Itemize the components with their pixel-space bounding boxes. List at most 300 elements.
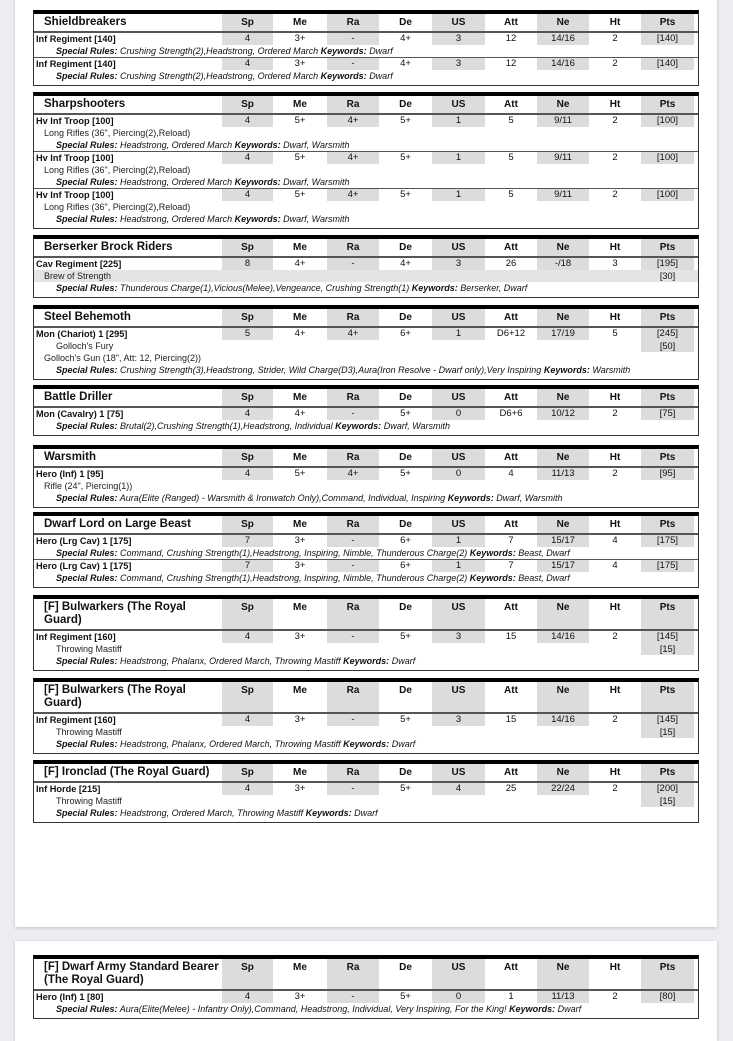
- keywords-text: Dwarf, Warsmith: [383, 421, 451, 431]
- special-rules-label: Special Rules:: [56, 739, 118, 749]
- unit-title: [F] Bulwarkers (The Royal Guard): [44, 601, 186, 626]
- special-rules-label: Special Rules:: [56, 573, 118, 583]
- column-header-att: Att: [504, 242, 518, 253]
- special-rules-text: Crushing Strength(3),Headstrong, Strider, Wild Charge(D3),Aura(Iron Resolve - Dwarf only),Very Inspiring: [120, 365, 542, 375]
- special-rules-label: Special Rules:: [56, 283, 118, 293]
- upgrade-row: [34, 352, 698, 364]
- column-header-ne: Ne: [537, 239, 589, 256]
- column-header-ne: Ne: [537, 516, 589, 533]
- column-header-ra: Ra: [327, 516, 379, 533]
- column-header-att: Att: [504, 452, 518, 463]
- unit-block: [33, 760, 699, 823]
- stat-me: 3+: [294, 535, 306, 546]
- stat-pts: [140]: [641, 58, 694, 70]
- column-header-us: US: [432, 764, 485, 781]
- stat-me: 3+: [294, 58, 306, 69]
- special-rules-text: Aura(Elite(Melee) - Infantry Only),Command, Headstrong, Individual, Very Inspiring, For the King!: [119, 1004, 507, 1014]
- keywords-text: Warsmith: [592, 365, 631, 375]
- stat-pts: [195]: [641, 258, 694, 270]
- column-header-de: De: [399, 685, 412, 696]
- stat-ht: 2: [612, 189, 618, 200]
- stat-pts: [95]: [641, 468, 694, 480]
- upgrade-row: [34, 164, 698, 176]
- column-header-de: De: [399, 99, 412, 110]
- stat-ra: -: [327, 258, 379, 270]
- column-header-ht: Ht: [609, 685, 621, 696]
- stat-ne: 10/12: [537, 408, 589, 420]
- unit-type: Inf Regiment [160]: [36, 632, 116, 642]
- column-header-sp: Sp: [222, 96, 273, 113]
- column-header-ht: Ht: [609, 392, 621, 403]
- column-header-ht: Ht: [609, 99, 621, 110]
- stat-de: 4+: [400, 258, 411, 269]
- unit-title: Dwarf Lord on Large Beast: [44, 518, 191, 530]
- upgrade-row: [34, 480, 698, 492]
- unit-row: [34, 631, 698, 643]
- column-header-us: US: [432, 682, 485, 712]
- stat-ne: 9/11: [537, 189, 589, 201]
- stat-pts: [145]: [641, 631, 694, 643]
- column-header-sp: Sp: [222, 389, 273, 406]
- stat-me: 5+: [294, 152, 306, 163]
- column-header-us: US: [432, 239, 485, 256]
- upgrade-row: [34, 726, 698, 738]
- stat-me: 3+: [294, 783, 306, 794]
- column-header-ra: Ra: [327, 239, 379, 256]
- keywords-label: Keywords:: [320, 46, 367, 56]
- column-header-sp: Sp: [222, 764, 273, 781]
- stat-de: 5+: [400, 783, 411, 794]
- stat-us: 3: [432, 33, 485, 45]
- column-header-pts: Pts: [641, 309, 694, 326]
- keywords-text: Dwarf, Warsmith: [283, 214, 350, 224]
- column-header-ht: Ht: [609, 452, 621, 463]
- upgrade-name: Long Rifles (36", Piercing(2),Reload): [44, 202, 191, 212]
- unit-type: Mon (Chariot) 1 [295]: [36, 329, 128, 339]
- unit-header: [34, 309, 698, 328]
- stat-sp: 4: [222, 783, 273, 795]
- special-rules-line: [34, 364, 698, 376]
- stat-de: 6+: [400, 535, 411, 546]
- special-rules-label: Special Rules:: [56, 493, 118, 503]
- special-rules-label: Special Rules:: [56, 365, 118, 375]
- column-header-ht: Ht: [609, 767, 621, 778]
- stat-ne: 15/17: [537, 535, 589, 547]
- column-header-ne: Ne: [537, 764, 589, 781]
- column-header-ht: Ht: [609, 312, 621, 323]
- special-rules-line: [34, 45, 698, 57]
- stat-att: 1: [508, 991, 514, 1002]
- stat-me: 3+: [294, 991, 306, 1002]
- upgrade-name: Golloch's Gun (18", Att: 12, Piercing(2)): [44, 353, 201, 363]
- keywords-label: Keywords:: [411, 283, 458, 293]
- stat-att: D6+12: [496, 328, 526, 339]
- unit-block: [33, 305, 699, 380]
- column-header-ne: Ne: [537, 389, 589, 406]
- column-header-ra: Ra: [327, 682, 379, 712]
- stat-pts: [175]: [641, 535, 694, 547]
- keywords-label: Keywords:: [447, 493, 494, 503]
- unit-row: [34, 115, 698, 127]
- column-header-ra: Ra: [327, 309, 379, 326]
- upgrade-name: Throwing Mastiff: [56, 727, 122, 737]
- stat-ne: 9/11: [537, 152, 589, 164]
- special-rules-label: Special Rules:: [56, 177, 118, 187]
- column-header-ne: Ne: [537, 449, 589, 466]
- special-rules-line: [34, 176, 698, 188]
- column-header-att: Att: [504, 962, 518, 973]
- column-header-ne: Ne: [537, 599, 589, 629]
- stat-sp: 7: [222, 535, 273, 547]
- stat-de: 5+: [400, 991, 411, 1002]
- column-header-ht: Ht: [609, 602, 621, 613]
- column-header-me: Me: [293, 519, 307, 530]
- column-header-att: Att: [504, 685, 518, 696]
- stat-sp: 4: [222, 408, 273, 420]
- upgrade-points: [30]: [659, 271, 676, 281]
- unit-title: Berserker Brock Riders: [44, 241, 173, 253]
- column-header-us: US: [432, 389, 485, 406]
- unit-block: [33, 235, 699, 298]
- upgrade-name: Rifle (24", Piercing(1)): [44, 481, 133, 491]
- stat-ht: 4: [612, 560, 618, 571]
- column-header-ne: Ne: [537, 682, 589, 712]
- unit-header: [34, 959, 698, 991]
- column-header-me: Me: [293, 392, 307, 403]
- unit-row: [34, 468, 698, 480]
- special-rules-text: Crushing Strength(2),Headstrong, Ordered March: [120, 71, 319, 81]
- keywords-label: Keywords:: [305, 808, 352, 818]
- stat-me: 3+: [294, 33, 306, 44]
- stat-ht: 2: [612, 115, 618, 126]
- stat-ne: 14/16: [537, 33, 589, 45]
- unit-title: Sharpshooters: [44, 98, 126, 110]
- stat-pts: [100]: [641, 189, 694, 201]
- keywords-label: Keywords:: [234, 140, 281, 150]
- stat-ne: 17/19: [537, 328, 589, 340]
- keywords-text: Berserker, Dwarf: [460, 283, 528, 293]
- stat-de: 5+: [400, 189, 411, 200]
- stat-att: 25: [505, 783, 517, 794]
- unit-row: [34, 57, 698, 70]
- column-header-me: Me: [293, 602, 307, 613]
- column-header-de: De: [399, 312, 412, 323]
- unit-type: Inf Horde [215]: [36, 784, 101, 794]
- column-header-de: De: [399, 519, 412, 530]
- column-header-ne: Ne: [537, 959, 589, 989]
- stat-pts: [75]: [641, 408, 694, 420]
- column-header-de: De: [399, 242, 412, 253]
- special-rules-label: Special Rules:: [56, 71, 118, 81]
- column-header-ra: Ra: [327, 389, 379, 406]
- column-header-att: Att: [504, 519, 518, 530]
- special-rules-text: Aura(Elite (Ranged) - Warsmith & Ironwatch Only),Command, Individual, Inspiring: [119, 493, 446, 503]
- special-rules-line: [34, 282, 698, 294]
- stat-ne: 14/16: [537, 58, 589, 70]
- stat-ht: 3: [612, 258, 618, 269]
- unit-title: [F] Ironclad (The Royal Guard): [44, 766, 210, 778]
- unit-type: Inf Regiment [140]: [36, 59, 116, 69]
- unit-type: Hero (Inf) 1 [95]: [36, 469, 104, 479]
- column-header-ht: Ht: [609, 519, 621, 530]
- stat-ne: 15/17: [537, 560, 589, 572]
- stat-ht: 4: [612, 535, 618, 546]
- stat-us: 1: [432, 189, 485, 201]
- stat-ra: -: [327, 991, 379, 1003]
- column-header-pts: Pts: [641, 682, 694, 712]
- stat-sp: 4: [222, 33, 273, 45]
- stat-pts: [140]: [641, 33, 694, 45]
- stat-us: 1: [432, 152, 485, 164]
- stat-ra: 4+: [327, 328, 379, 340]
- column-header-ne: Ne: [537, 309, 589, 326]
- special-rules-text: Crushing Strength(2),Headstrong, Ordered March: [120, 46, 319, 56]
- stat-ra: 4+: [327, 152, 379, 164]
- column-header-pts: Pts: [641, 96, 694, 113]
- stat-pts: [80]: [641, 991, 694, 1003]
- unit-row: [34, 188, 698, 201]
- unit-header: [34, 682, 698, 714]
- keywords-label: Keywords:: [343, 739, 390, 749]
- stat-us: 1: [432, 535, 485, 547]
- column-header-me: Me: [293, 452, 307, 463]
- column-header-ra: Ra: [327, 96, 379, 113]
- column-header-us: US: [432, 599, 485, 629]
- unit-row: [34, 559, 698, 572]
- keywords-label: Keywords:: [234, 177, 281, 187]
- unit-row: [34, 328, 698, 340]
- column-header-pts: Pts: [641, 764, 694, 781]
- column-header-de: De: [399, 17, 412, 28]
- stat-pts: [200]: [641, 783, 694, 795]
- column-header-sp: Sp: [222, 14, 273, 31]
- upgrade-row: [34, 270, 698, 282]
- column-header-ra: Ra: [327, 599, 379, 629]
- unit-header: [34, 96, 698, 115]
- stat-de: 5+: [400, 115, 411, 126]
- keywords-text: Dwarf: [369, 71, 393, 81]
- unit-row: [34, 714, 698, 726]
- column-header-ra: Ra: [327, 14, 379, 31]
- special-rules-line: [34, 70, 698, 82]
- column-header-ht: Ht: [609, 962, 621, 973]
- upgrade-name: Golloch's Fury: [56, 341, 114, 351]
- stat-ht: 2: [612, 783, 618, 794]
- stat-us: 0: [432, 991, 485, 1003]
- column-header-att: Att: [504, 392, 518, 403]
- stat-att: 12: [505, 58, 517, 69]
- stat-ra: -: [327, 535, 379, 547]
- unit-row: [34, 783, 698, 795]
- upgrade-row: [34, 795, 698, 807]
- column-header-me: Me: [293, 17, 307, 28]
- unit-type: Inf Regiment [140]: [36, 34, 116, 44]
- stat-de: 5+: [400, 468, 411, 479]
- column-header-ne: Ne: [537, 96, 589, 113]
- stat-me: 4+: [294, 328, 306, 339]
- stat-ra: -: [327, 58, 379, 70]
- unit-type: Hv Inf Troop [100]: [36, 116, 114, 126]
- unit-row: [34, 151, 698, 164]
- stat-att: 26: [505, 258, 517, 269]
- column-header-pts: Pts: [641, 14, 694, 31]
- stat-ra: -: [327, 408, 379, 420]
- stat-me: 4+: [294, 258, 306, 269]
- special-rules-line: [34, 572, 698, 584]
- keywords-text: Beast, Dwarf: [518, 573, 570, 583]
- unit-title: Battle Driller: [44, 391, 113, 403]
- stat-ne: 14/16: [537, 714, 589, 726]
- column-header-de: De: [399, 602, 412, 613]
- stat-ra: -: [327, 33, 379, 45]
- stat-pts: [245]: [641, 328, 694, 340]
- keywords-label: Keywords:: [234, 214, 281, 224]
- column-header-pts: Pts: [641, 599, 694, 629]
- stat-ht: 5: [612, 328, 618, 339]
- special-rules-text: Thunderous Charge(1),Vicious(Melee),Vengeance, Crushing Strength(1): [120, 283, 410, 293]
- special-rules-label: Special Rules:: [56, 214, 118, 224]
- column-header-us: US: [432, 959, 485, 989]
- column-header-ra: Ra: [327, 449, 379, 466]
- stat-att: 7: [508, 560, 514, 571]
- column-header-sp: Sp: [222, 682, 273, 712]
- stat-att: 12: [505, 33, 517, 44]
- stat-ht: 2: [612, 58, 618, 69]
- column-header-de: De: [399, 962, 412, 973]
- stat-ne: -/18: [537, 258, 589, 270]
- unit-block: [33, 445, 699, 508]
- column-header-sp: Sp: [222, 449, 273, 466]
- stat-us: 4: [432, 783, 485, 795]
- stat-sp: 4: [222, 115, 273, 127]
- column-header-att: Att: [504, 767, 518, 778]
- upgrade-name: Throwing Mastiff: [56, 644, 122, 654]
- keywords-label: Keywords:: [469, 573, 516, 583]
- special-rules-label: Special Rules:: [56, 1004, 118, 1014]
- keywords-text: Dwarf, Warsmith: [283, 140, 350, 150]
- keywords-text: Dwarf: [354, 808, 378, 818]
- special-rules-line: [34, 420, 698, 432]
- unit-block: [33, 512, 699, 588]
- stat-att: 15: [505, 631, 517, 642]
- upgrade-name: Long Rifles (36", Piercing(2),Reload): [44, 165, 191, 175]
- stat-att: 4: [508, 468, 514, 479]
- stat-ra: -: [327, 631, 379, 643]
- column-header-de: De: [399, 452, 412, 463]
- stat-ra: 4+: [327, 115, 379, 127]
- keywords-text: Beast, Dwarf: [518, 548, 570, 558]
- unit-type: Hero (Lrg Cav) 1 [175]: [36, 561, 132, 571]
- stat-de: 4+: [400, 33, 411, 44]
- unit-header: [34, 449, 698, 468]
- stat-pts: [145]: [641, 714, 694, 726]
- special-rules-label: Special Rules:: [56, 548, 118, 558]
- stat-sp: 5: [222, 328, 273, 340]
- special-rules-label: Special Rules:: [56, 808, 118, 818]
- column-header-sp: Sp: [222, 516, 273, 533]
- stat-de: 5+: [400, 152, 411, 163]
- special-rules-line: [34, 738, 698, 750]
- column-header-att: Att: [504, 99, 518, 110]
- upgrade-row: [34, 201, 698, 213]
- special-rules-text: Headstrong, Ordered March: [120, 177, 233, 187]
- stat-us: 3: [432, 58, 485, 70]
- column-header-de: De: [399, 767, 412, 778]
- stat-ra: 4+: [327, 189, 379, 201]
- stat-sp: 4: [222, 714, 273, 726]
- unit-header: [34, 764, 698, 783]
- stat-us: 3: [432, 714, 485, 726]
- unit-header: [34, 389, 698, 408]
- stat-me: 4+: [294, 408, 306, 419]
- unit-title: [F] Dwarf Army Standard Bearer (The Royal Guard): [44, 961, 219, 986]
- stat-me: 3+: [294, 560, 306, 571]
- unit-row: [34, 991, 698, 1003]
- special-rules-text: Headstrong, Ordered March, Throwing Mastiff: [120, 808, 304, 818]
- special-rules-label: Special Rules:: [56, 140, 118, 150]
- special-rules-text: Command, Crushing Strength(1),Headstrong, Inspiring, Nimble, Thunderous Charge(2): [120, 573, 468, 583]
- special-rules-text: Headstrong, Phalanx, Ordered March, Throwing Mastiff: [120, 656, 341, 666]
- stat-us: 1: [432, 560, 485, 572]
- stat-us: 1: [432, 328, 485, 340]
- special-rules-label: Special Rules:: [56, 656, 118, 666]
- stat-pts: [100]: [641, 115, 694, 127]
- column-header-ra: Ra: [327, 764, 379, 781]
- keywords-text: Dwarf: [557, 1004, 582, 1014]
- upgrade-name: Long Rifles (36", Piercing(2),Reload): [44, 128, 191, 138]
- stat-ht: 2: [612, 991, 618, 1002]
- stat-us: 1: [432, 115, 485, 127]
- column-header-pts: Pts: [641, 389, 694, 406]
- special-rules-label: Special Rules:: [56, 421, 118, 431]
- column-header-ra: Ra: [327, 959, 379, 989]
- column-header-us: US: [432, 309, 485, 326]
- keywords-text: Dwarf: [391, 739, 416, 749]
- stat-de: 6+: [400, 560, 411, 571]
- upgrade-row: [34, 340, 698, 352]
- unit-type: Inf Regiment [160]: [36, 715, 116, 725]
- column-header-ht: Ht: [609, 242, 621, 253]
- stat-me: 5+: [294, 115, 306, 126]
- stat-att: 7: [508, 535, 514, 546]
- special-rules-line: [34, 655, 698, 667]
- column-header-sp: Sp: [222, 239, 273, 256]
- unit-title: [F] Bulwarkers (The Royal Guard): [44, 684, 186, 709]
- column-header-us: US: [432, 449, 485, 466]
- special-rules-line: [34, 213, 698, 225]
- stat-ra: -: [327, 714, 379, 726]
- stat-me: 3+: [294, 631, 306, 642]
- stat-ra: -: [327, 560, 379, 572]
- unit-title: Shieldbreakers: [44, 16, 127, 28]
- upgrade-points: [50]: [641, 340, 694, 352]
- unit-row: [34, 535, 698, 547]
- keywords-text: Dwarf, Warsmith: [283, 177, 350, 187]
- keywords-label: Keywords:: [335, 421, 382, 431]
- stat-sp: 4: [222, 991, 273, 1003]
- unit-block: [33, 595, 699, 671]
- column-header-us: US: [432, 96, 485, 113]
- stat-ht: 2: [612, 631, 618, 642]
- keywords-label: Keywords:: [509, 1004, 556, 1014]
- stat-sp: 4: [222, 152, 273, 164]
- stat-sp: 7: [222, 560, 273, 572]
- unit-type: Hv Inf Troop [100]: [36, 153, 114, 163]
- stat-sp: 4: [222, 631, 273, 643]
- column-header-me: Me: [293, 685, 307, 696]
- stat-ht: 2: [612, 152, 618, 163]
- stat-att: 5: [508, 115, 514, 126]
